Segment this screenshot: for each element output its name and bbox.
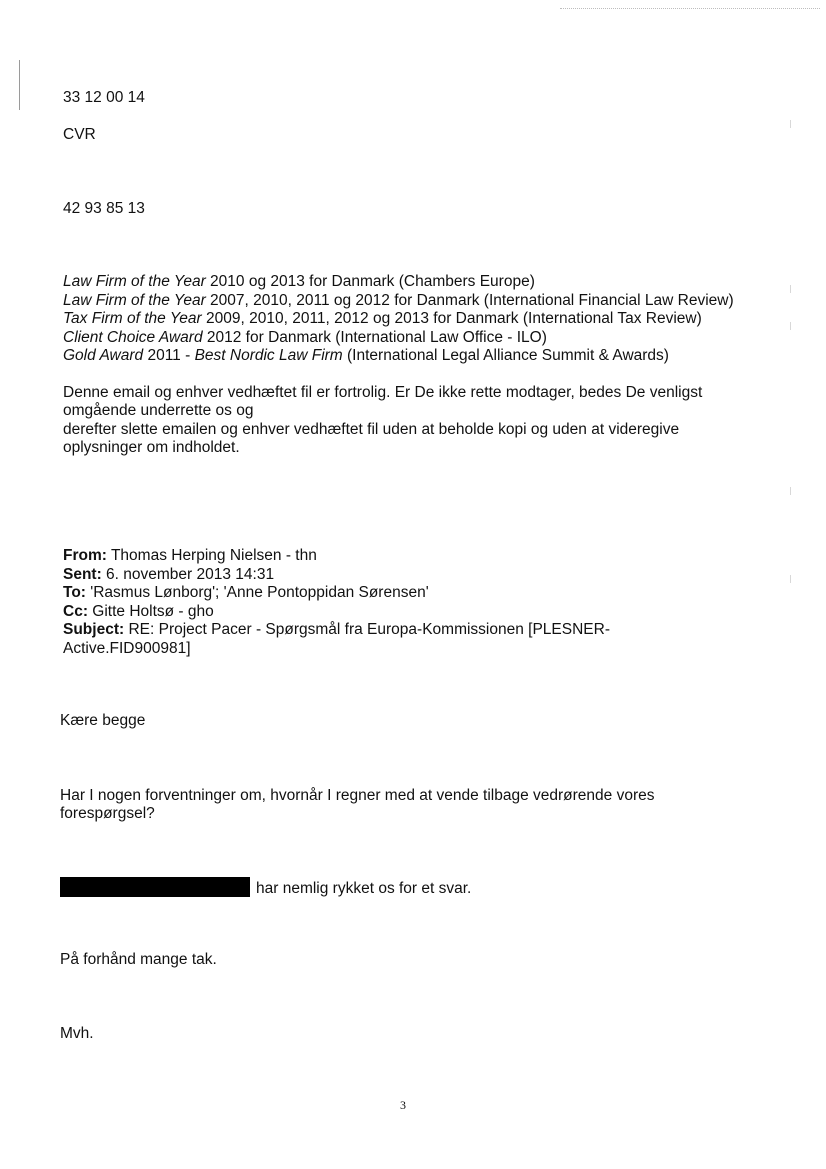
scan-artifact-top	[560, 8, 820, 9]
subject-value: RE: Project Pacer - Spørgsmål fra Europa-Kommissionen [PLESNER-	[124, 621, 610, 638]
award-line	[63, 273, 535, 291]
award-title: Client Choice Award	[63, 329, 203, 346]
cc-line	[63, 603, 214, 621]
award-title: Best Nordic Law Firm	[194, 347, 343, 364]
award-line	[63, 310, 702, 328]
disclaimer-line: omgående underrette os og	[63, 402, 254, 419]
cvr-label: CVR	[63, 126, 96, 143]
greeting: Kære begge	[60, 712, 146, 729]
award-text: (International Legal Alliance Summit & Awards)	[342, 347, 669, 364]
page-number: 3	[400, 1098, 406, 1112]
to-line	[63, 584, 429, 602]
scan-artifact-mark	[790, 120, 791, 128]
sent-line	[63, 566, 274, 584]
sent-label: Sent:	[63, 566, 102, 583]
cc-label: Cc:	[63, 603, 88, 620]
subject-label: Subject:	[63, 621, 125, 638]
cvr-number: 42 93 85 13	[63, 200, 145, 217]
disclaimer-line: oplysninger om indholdet.	[63, 439, 240, 456]
disclaimer-line: Denne email og enhver vedhæftet fil er fortrolig. Er De ikke rette modtager, bedes De venligst	[63, 384, 703, 401]
phone-number: 33 12 00 14	[63, 89, 145, 106]
subject-line	[63, 621, 610, 639]
scan-artifact-mark	[790, 322, 791, 330]
award-title: Law Firm of the Year	[63, 292, 206, 309]
scan-artifact-mark	[790, 575, 791, 583]
scan-artifact-mark	[790, 285, 791, 293]
to-value: 'Rasmus Lønborg'; 'Anne Pontoppidan Sørensen'	[85, 584, 429, 601]
from-line	[63, 547, 317, 565]
scan-artifact-mark	[790, 487, 791, 495]
award-line	[63, 347, 669, 365]
award-title: Gold Award	[63, 347, 144, 364]
reminder-text: har nemlig rykket os for et svar.	[256, 880, 472, 897]
cc-value: Gitte Holtsø - gho	[87, 603, 214, 620]
award-title: Law Firm of the Year	[63, 273, 206, 290]
award-line	[63, 292, 734, 310]
award-title: Tax Firm of the Year	[63, 310, 202, 327]
redaction-block	[60, 877, 250, 897]
award-text: 2007, 2010, 2011 og 2012 for Danmark (International Financial Law Review)	[205, 292, 734, 309]
sent-value: 6. november 2013 14:31	[101, 566, 275, 583]
question-line: Har I nogen forventninger om, hvornår I regner med at vende tilbage vedrørende vores	[60, 787, 655, 804]
award-line	[63, 329, 547, 347]
award-text: 2009, 2010, 2011, 2012 og 2013 for Danmark (International Tax Review)	[201, 310, 702, 327]
award-text: 2012 for Danmark (International Law Office - ILO)	[202, 329, 547, 346]
from-value: Thomas Herping Nielsen - thn	[106, 547, 317, 564]
scan-artifact-left	[19, 60, 20, 110]
disclaimer-line: derefter slette emailen og enhver vedhæftet fil uden at beholde kopi og uden at videregive	[63, 421, 680, 438]
award-text: 2011 -	[143, 347, 195, 364]
thanks-line: På forhånd mange tak.	[60, 951, 217, 968]
award-text: 2010 og 2013 for Danmark (Chambers Europe)	[205, 273, 535, 290]
question-line: forespørgsel?	[60, 805, 155, 822]
subject-line-continued: Active.FID900981]	[63, 640, 191, 657]
to-label: To:	[63, 584, 86, 601]
signoff: Mvh.	[60, 1025, 94, 1042]
reminder-line	[60, 877, 471, 898]
from-label: From:	[63, 547, 107, 564]
